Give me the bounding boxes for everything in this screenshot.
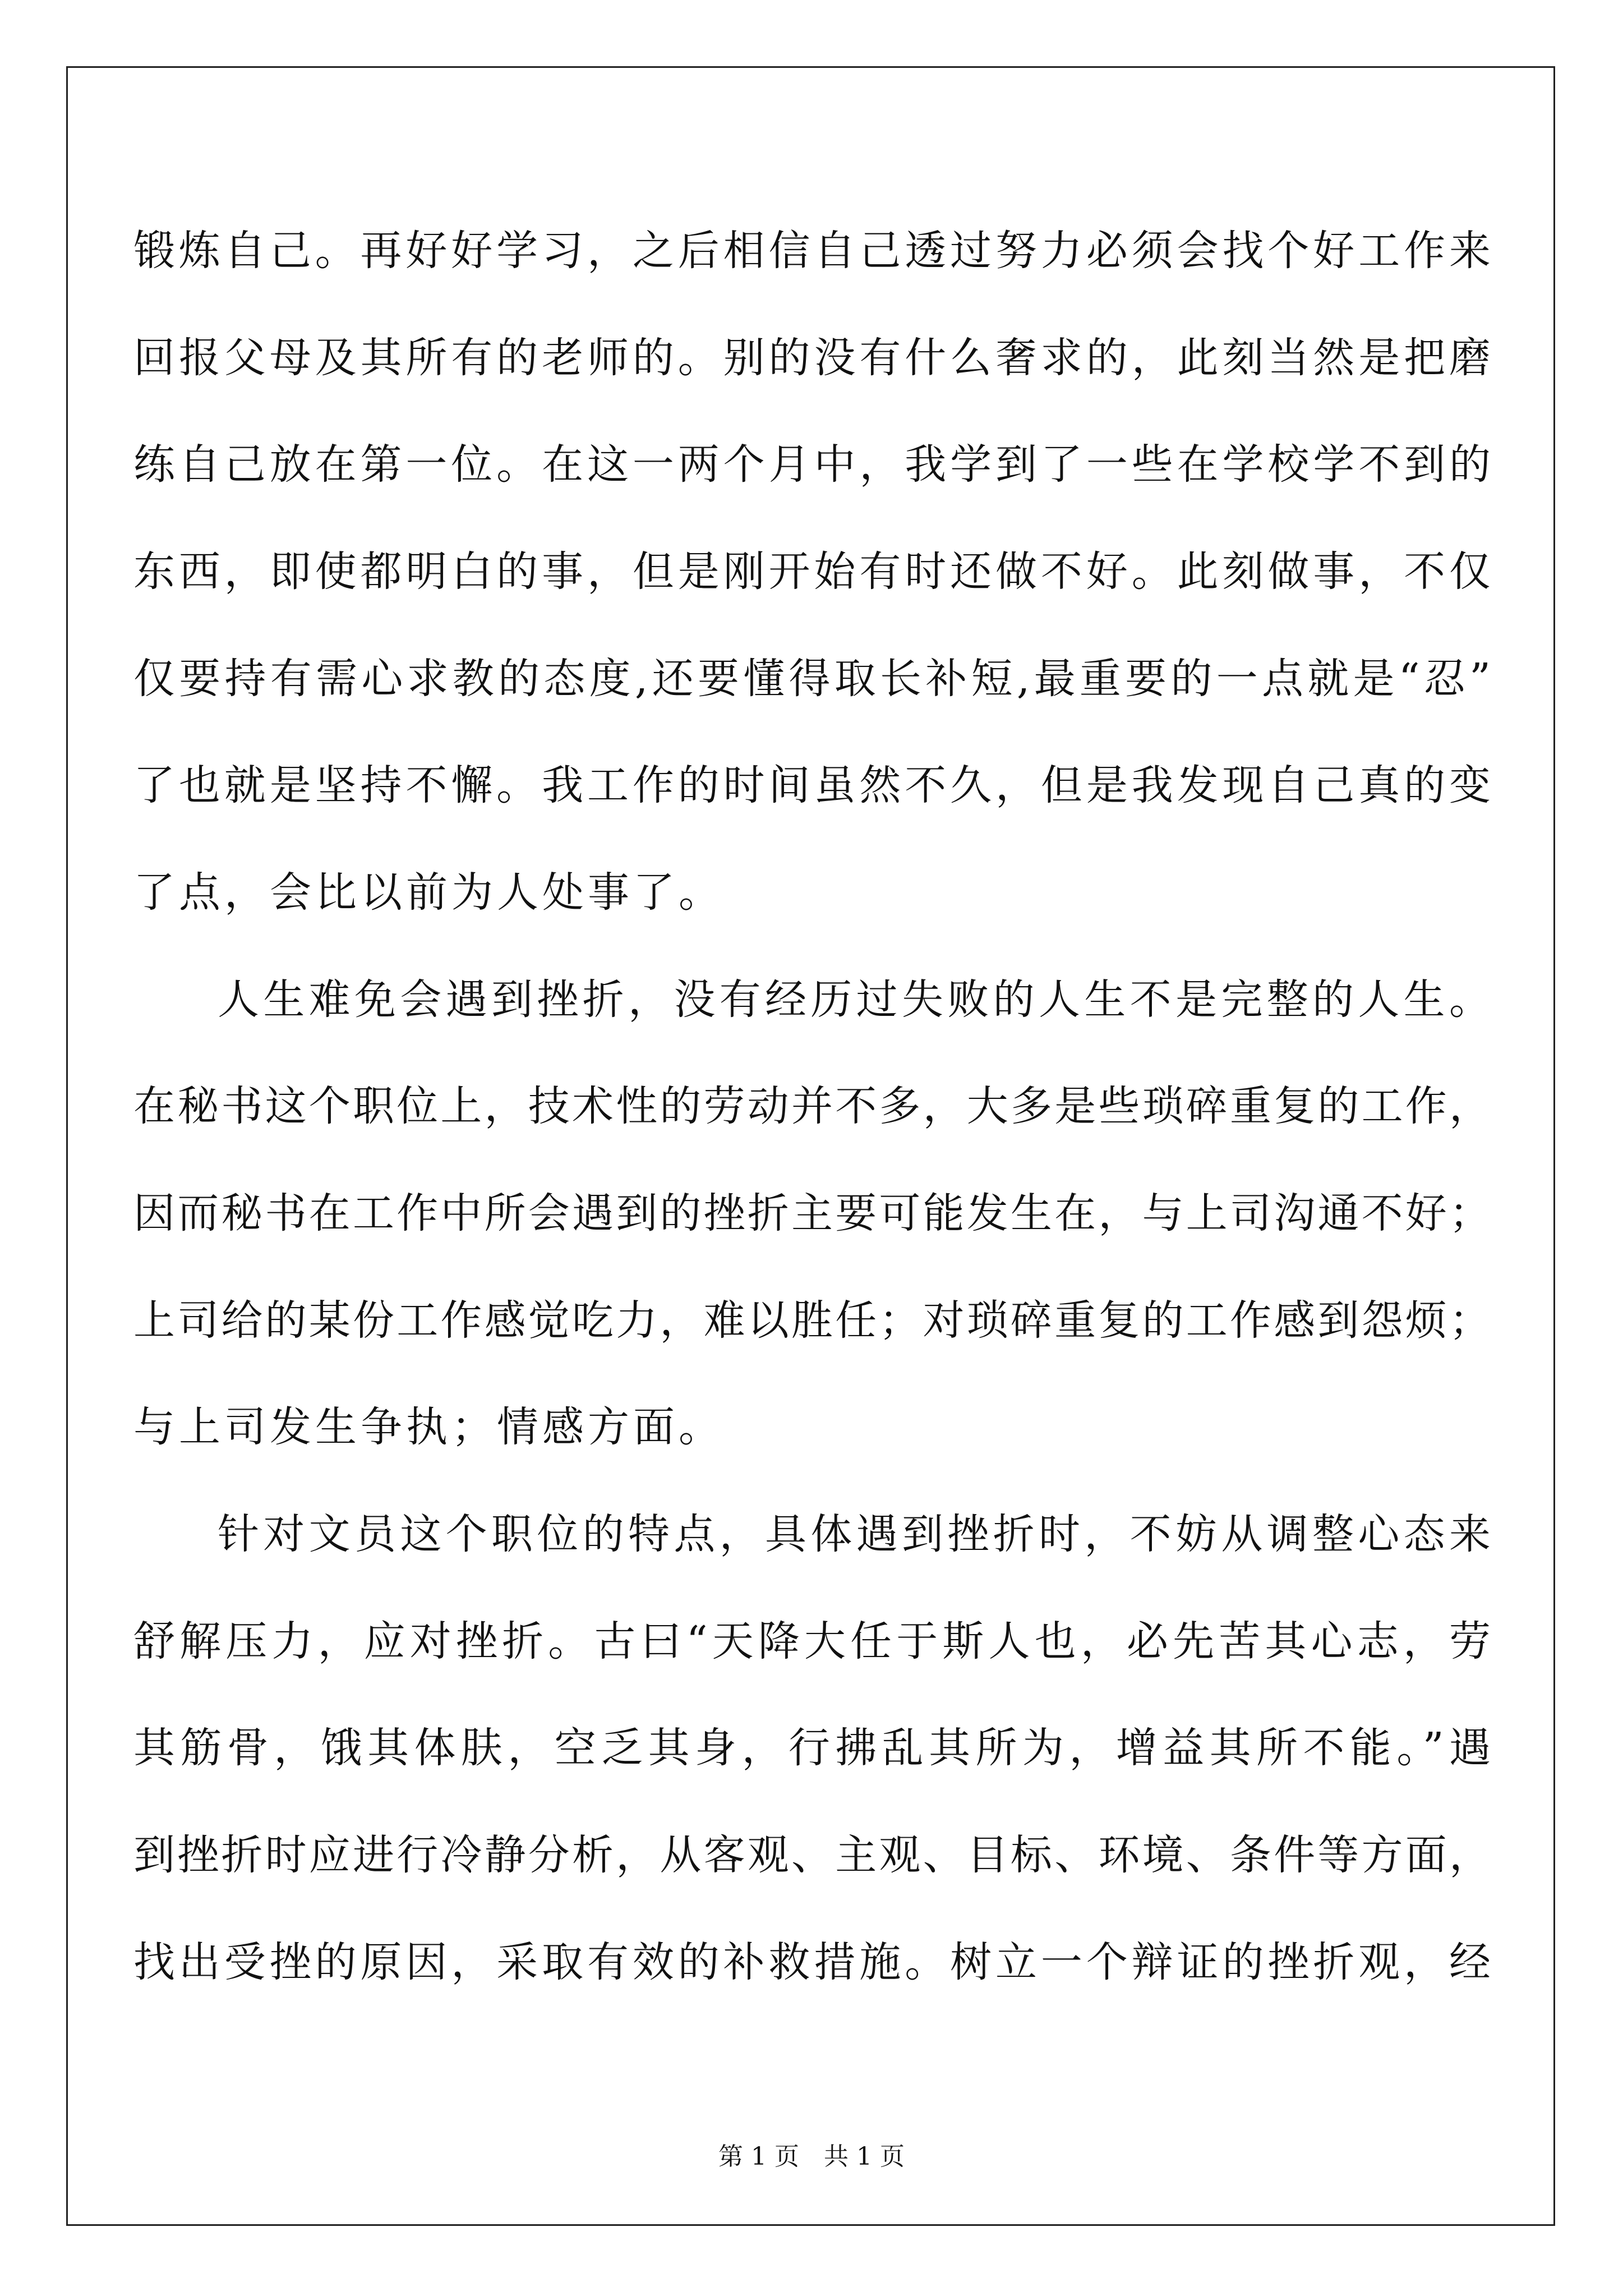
page-number: 第 1 页 共 1 页 (718, 2142, 905, 2171)
text-line: 练自己放在第一位。在这一两个月中，我学到了一些在学校学不到的 (133, 440, 1491, 489)
text-line: 到挫折时应进行冷静分析，从客观、主观、目标、环境、条件等方面， (133, 1831, 1491, 1879)
text-line: 其筋骨，饿其体肤，空乏其身，行拂乱其所为，增益其所不能。”遇 (133, 1724, 1491, 1772)
text-line: 上司给的某份工作感觉吃力，难以胜任；对琐碎重复的工作感到怨烦； (133, 1296, 1491, 1345)
text-line: 了点，会比以前为人处事了。 (133, 868, 724, 917)
text-line: 与上司发生争执；情感方面。 (133, 1403, 724, 1451)
text-line: 了也就是坚持不懈。我工作的时间虽然不久，但是我发现自己真的变 (133, 761, 1491, 809)
text-line: 因而秘书在工作中所会遇到的挫折主要可能发生在，与上司沟通不好； (133, 1189, 1491, 1237)
text-line: 在秘书这个职位上，技术性的劳动并不多，大多是些琐碎重复的工作， (133, 1082, 1491, 1130)
text-line: 仅要持有需心求教的态度,还要懂得取长补短,最重要的一点就是“忍” (133, 655, 1491, 703)
paragraph-first-line: 针对文员这个职位的特点，具体遇到挫折时，不妨从调整心态来 (218, 1510, 1491, 1558)
text-line: 舒解压力，应对挫折。古曰“天降大任于斯人也，必先苦其心志，劳 (133, 1617, 1491, 1665)
paragraph-first-line: 人生难免会遇到挫折，没有经历过失败的人生不是完整的人生。 (218, 976, 1491, 1024)
text-line: 锻炼自己。再好好学习，之后相信自己透过努力必须会找个好工作来 (133, 227, 1491, 275)
text-line: 找出受挫的原因，采取有效的补救措施。树立一个辩证的挫折观，经 (133, 1938, 1491, 1986)
text-line: 东西，即使都明白的事，但是刚开始有时还做不好。此刻做事，不仅 (133, 547, 1491, 596)
text-line: 回报父母及其所有的老师的。别的没有什么奢求的，此刻当然是把磨 (133, 334, 1491, 382)
